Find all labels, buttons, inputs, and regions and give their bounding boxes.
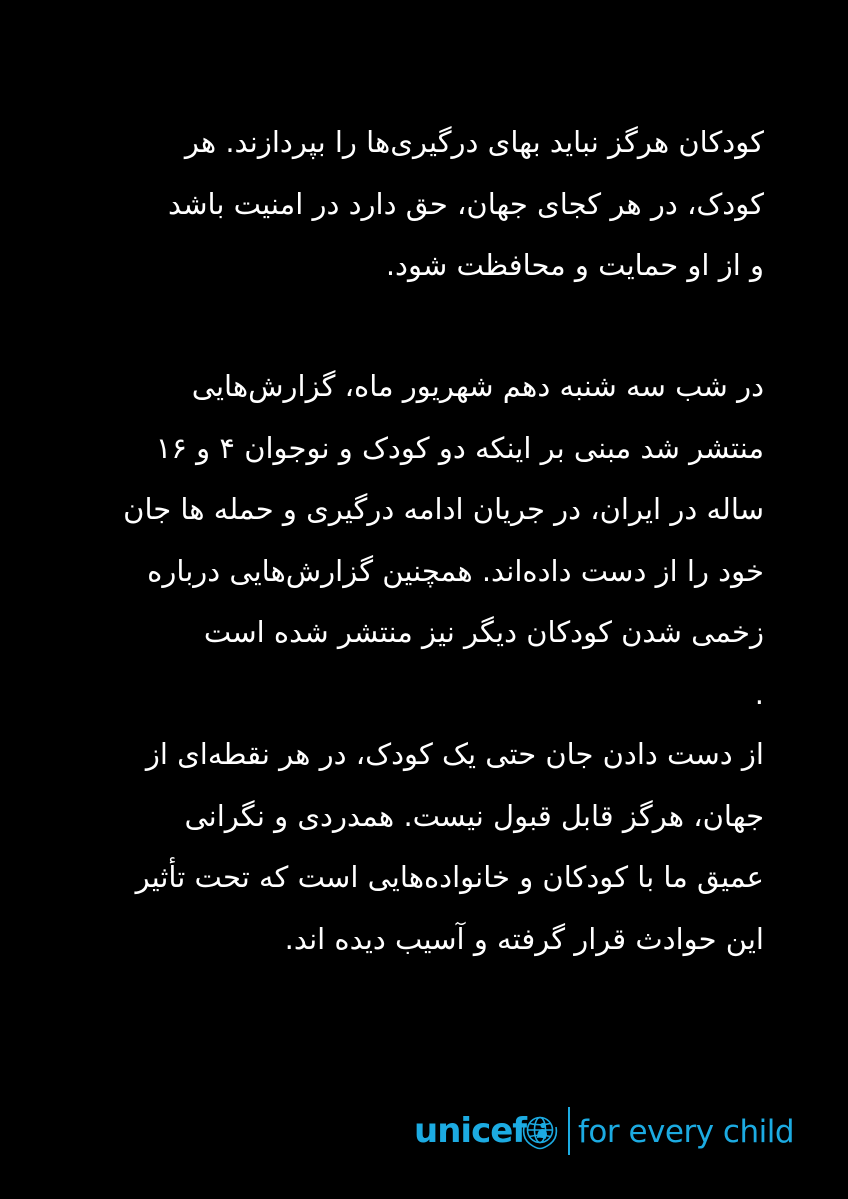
- statement-line: عمیق ما با کودکان و خانواده‌هایی است که تحت تأثیر: [135, 860, 764, 894]
- statement-line: این حوادث قرار گرفته و آسیب دیده اند.: [284, 921, 764, 956]
- statement-paragraph-3: [84, 724, 764, 970]
- unicef-wordmark: unicef: [414, 1111, 527, 1151]
- statement-line: کودک، در هر کجای جهان، حق دارد در امنیت باشد: [168, 186, 764, 221]
- statement-line: منتشر شد مبنی بر اینکه دو کودک و نوجوان ۴ و ۱۶: [155, 430, 764, 465]
- tagline: for every child: [578, 1114, 795, 1150]
- statement-line: از دست دادن جان حتی یک کودک، در هر نقطه‌ای از: [145, 737, 764, 771]
- statement-paragraph-2: [84, 356, 764, 725]
- unicef-logo: [414, 1103, 806, 1159]
- statement-line: خود را از دست داده‌اند. همچنین گزارش‌هایی درباره: [147, 553, 764, 588]
- statement-line: .: [754, 676, 764, 711]
- statement-line: در شب سه شنبه دهم شهریور ماه، گزارش‌هایی: [191, 369, 764, 403]
- statement-line: و از او حمایت و محافظت شود.: [385, 248, 764, 282]
- unicef-emblem-icon: [520, 1111, 560, 1151]
- statement-line: زخمی شدن کودکان دیگر نیز منتشر شده است: [203, 615, 764, 649]
- statement-line: ساله در ایران، در جریان ادامه درگیری و حمله ها جان: [123, 492, 764, 526]
- statement-line: کودکان هرگز نباید بهای درگیری‌ها را بپردازند. هر: [184, 125, 764, 159]
- statement-paragraph-1: [84, 112, 764, 297]
- statement-line: جهان، هرگز قابل قبول نیست. همدردی و نگرانی: [184, 798, 764, 833]
- logo-divider: [568, 1107, 570, 1155]
